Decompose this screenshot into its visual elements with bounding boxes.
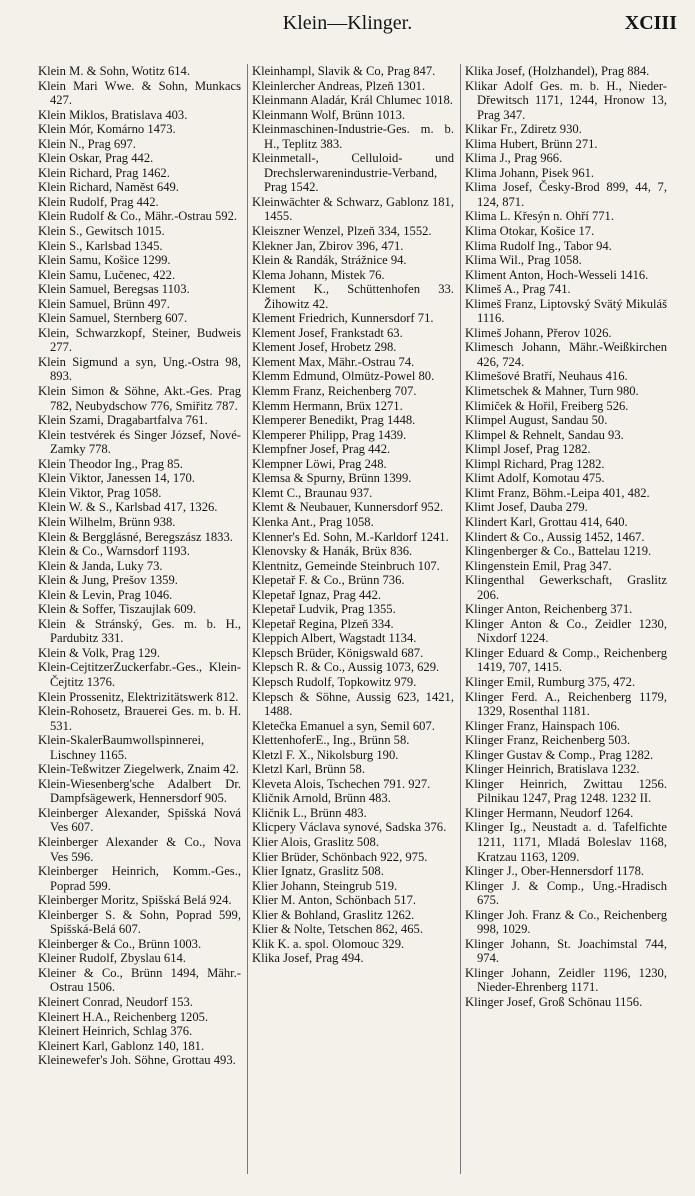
directory-entry: Klepsch Brüder, Königswald 687.	[252, 645, 424, 660]
directory-entry: Klement Josef, Frankstadt 63.	[252, 325, 403, 340]
directory-entry: Klinger Johann, St. Joachimstal 744, 974.	[465, 936, 667, 966]
directory-entry: Kleiner Rudolf, Zbyslau 614.	[38, 951, 186, 966]
directory-entry: Klempfner Josef, Prag 442.	[252, 442, 391, 457]
directory-entry: Klemm Edmund, Olmütz-Powel 80.	[252, 369, 435, 384]
directory-entry: Kleiner & Co., Brünn 1494, Mähr.-Ostrau 1506.	[38, 965, 241, 995]
directory-entry: Kleinberger Alexander & Co., Nova Ves 596.	[38, 834, 241, 864]
directory-entry: Kleinlercher Andreas, Plzeň 1301.	[252, 78, 426, 93]
directory-entry: Klinger Franz, Hainspach 106.	[465, 718, 620, 733]
directory-entry: Kleiszner Wenzel, Plzeň 334, 1552.	[252, 224, 432, 239]
directory-entry: Klimeš Johann, Přerov 1026.	[465, 325, 612, 340]
directory-entry: Klemt & Neubauer, Kunnersdorf 952.	[252, 500, 444, 515]
directory-entry: Klepetař Regina, Plzeň 334.	[252, 616, 394, 631]
column-left	[34, 64, 247, 1174]
directory-entry: Klinger Josef, Groß Schönau 1156.	[465, 995, 643, 1009]
directory-entry: Klimpl Richard, Prag 1282.	[465, 456, 605, 471]
directory-entry: Klentnitz, Gemeinde Steinbruch 107.	[252, 558, 440, 573]
directory-entry: Klinger Franz, Reichenberg 503.	[465, 733, 631, 748]
directory-entry: Klein Mór, Komárno 1473.	[38, 122, 176, 137]
directory-entry: Klier & Nolte, Tetschen 862, 465.	[252, 922, 423, 937]
directory-entry: Klimesch Johann, Mähr.-Weißkirchen 426, 724.	[465, 340, 667, 369]
directory-entry: Kleinert H.A., Reichenberg 1205.	[38, 1009, 209, 1024]
directory-entry: Klein-SkalerBaumwollspinnerei, Lischney 1165.	[38, 733, 205, 762]
directory-entry: Kleinert Karl, Gablonz 140, 181.	[38, 1038, 205, 1053]
directory-entry: Kleinberger Alexander, Spišská Nová Ves 607.	[38, 805, 241, 835]
directory-entry: Klier & Bohland, Graslitz 1262.	[252, 907, 415, 922]
directory-entry: Kleinmann Aladár, Král Chlumec 1018.	[252, 93, 453, 108]
directory-entry: Klika Josef, (Holzhandel), Prag 884.	[465, 64, 650, 78]
directory-entry: Klein Samu, Košice 1299.	[38, 253, 171, 268]
directory-entry: Klimpel August, Sandau 50.	[465, 413, 608, 428]
directory-entry: Klima J., Prag 966.	[465, 151, 563, 166]
directory-entry: Klein Oskar, Prag 442.	[38, 151, 154, 166]
directory-entry: Klier M. Anton, Schönbach 517.	[252, 893, 417, 908]
directory-entry: Klein Mari Wwe. & Sohn, Munkacs 427.	[38, 78, 241, 108]
directory-entry: Kleinmetall-, Celluloid- und Drechslerwarenindustrie-Verband, Prag 1542.	[252, 151, 454, 195]
directory-entry: Kleppich Albert, Wagstadt 1134.	[252, 631, 417, 646]
directory-entry: Klima Wil., Prag 1058.	[465, 253, 582, 268]
directory-entry: Klement K., Schüttenhofen 33. Žihowitz 42.	[252, 282, 454, 311]
directory-entry: Klein Viktor, Janessen 14, 170.	[38, 471, 195, 486]
directory-entry: Klimetschek & Mahner, Turn 980.	[465, 384, 639, 399]
directory-entry: Klindert & Co., Aussig 1452, 1467.	[465, 529, 645, 544]
directory-entry: Klik K. a. spol. Olomouc 329.	[252, 936, 405, 951]
directory-entry: Kletzl Karl, Brünn 58.	[252, 762, 365, 777]
directory-entry: Klinger Gustav & Comp., Prag 1282.	[465, 747, 654, 762]
directory-entry: Klein Miklos, Bratislava 403.	[38, 107, 188, 122]
page-header	[0, 12, 695, 52]
directory-entry: Klein Prossenitz, Elektrizitätswerk 812.	[38, 689, 239, 704]
directory-entry: Kleinwächter & Schwarz, Gablonz 181, 1455.	[252, 194, 454, 224]
directory-entry: Klingenberger & Co., Battelau 1219.	[465, 544, 652, 559]
directory-entry: Klepsch & Söhne, Aussig 623, 1421, 1488.	[252, 689, 454, 719]
directory-entry: Klein Simon & Söhne, Akt.-Ges. Prag 782, Neubydschow 776, Smiřitz 787.	[38, 384, 241, 413]
directory-entry: Klein Rudolf & Co., Mähr.-Ostrau 592.	[38, 209, 238, 224]
directory-entry: Klein S., Karlsbad 1345.	[38, 238, 163, 253]
directory-entry: Klepetař Ignaz, Prag 442.	[252, 587, 382, 602]
directory-entry: Kleinmann Wolf, Brünn 1013.	[252, 107, 406, 122]
directory-entry: Klein & Janda, Luky 73.	[38, 558, 163, 573]
directory-entry: Klempner Löwi, Prag 248.	[252, 456, 387, 471]
directory-entry: Klein & Co., Warnsdorf 1193.	[38, 544, 190, 559]
directory-entry: Klemm Hermann, Brüx 1271.	[252, 398, 403, 413]
directory-entry: Klein Richard, Prag 1462.	[38, 165, 170, 180]
directory-entry: Klikar Adolf Ges. m. b. H., Nieder-Dřewitsch 1171, 1244, Hronow 13, Prag 347.	[465, 78, 667, 122]
directory-entry: Klement Josef, Hrobetz 298.	[252, 340, 397, 355]
directory-entry: Klenner's Ed. Sohn, M.-Karldorf 1241.	[252, 529, 449, 544]
directory-entry: Klein & Bergglásné, Beregszász 1833.	[38, 529, 233, 544]
directory-entry: Klein testvérek és Singer József, Nové-Zamky 778.	[38, 427, 241, 457]
directory-entry: Klement Max, Mähr.-Ostrau 74.	[252, 354, 415, 369]
directory-entry: Klier Brüder, Schönbach 922, 975.	[252, 849, 428, 864]
directory-entry: Klein-Teßwitzer Ziegelwerk, Znaim 42.	[38, 762, 239, 777]
directory-entry: Klima Hubert, Brünn 271.	[465, 136, 598, 151]
directory-entry: Klicpery Václava synové, Sadska 376.	[252, 820, 447, 835]
directory-entry: Klepetař F. & Co., Brünn 736.	[252, 573, 405, 588]
directory-entry: Klinger Anton & Co., Zeidler 1230, Nixdorf 1224.	[465, 616, 667, 646]
directory-entry: Klein S., Gewitsch 1015.	[38, 224, 165, 239]
directory-entry: Klinger Joh. Franz & Co., Reichenberg 998, 1029.	[465, 907, 667, 937]
directory-entry: Klinger Anton, Reichenberg 371.	[465, 602, 633, 617]
directory-entry: Klingenthal Gewerkschaft, Graslitz 206.	[465, 573, 667, 602]
directory-entry: Klein Szami, Dragabartfalva 761.	[38, 413, 208, 428]
directory-entry: Klinger Emil, Rumburg 375, 472.	[465, 674, 636, 689]
directory-entry: Klindert Karl, Grottau 414, 640.	[465, 514, 628, 529]
directory-entry: Klima Otokar, Košice 17.	[465, 224, 595, 239]
directory-entry: Kličnik L., Brünn 483.	[252, 805, 367, 820]
directory-entry: Klimt Josef, Dauba 279.	[465, 500, 588, 515]
directory-entry: Klein M. & Sohn, Wotitz 614.	[38, 64, 190, 78]
directory-entry: Klimpel & Rehnelt, Sandau 93.	[465, 427, 624, 442]
directory-entry: KlettenhoferE., Ing., Brünn 58.	[252, 733, 410, 748]
directory-entry: Klika Josef, Prag 494.	[252, 951, 364, 966]
directory-entry: Klima Rudolf Ing., Tabor 94.	[465, 238, 612, 253]
directory-entry: Kleinewefer's Joh. Söhne, Grottau 493.	[38, 1053, 236, 1068]
directory-entry: Kleinhampl, Slavik & Co, Prag 847.	[252, 64, 436, 78]
directory-entry: Klepsch R. & Co., Aussig 1073, 629.	[252, 660, 440, 675]
directory-entry: Klinger Eduard & Comp., Reichenberg 1419, 707, 1415.	[465, 645, 667, 675]
directory-entry: Klier Alois, Graslitz 508.	[252, 834, 379, 849]
directory-entry: Klein Samuel, Brünn 497.	[38, 296, 170, 311]
directory-entry: Klima Johann, Pisek 961.	[465, 165, 595, 180]
directory-entry: Klein-Wiesenberg'sche Adalbert Dr. Dampfsägewerk, Hennersdorf 905.	[38, 776, 241, 806]
directory-entry: Klinger J. & Comp., Ung.-Hradisch 675.	[465, 878, 667, 908]
directory-entry: Klein, Schwarzkopf, Steiner, Budweis 277.	[38, 325, 241, 355]
directory-entry: Klima Josef, Česky-Brod 899, 44, 7, 124, 871.	[465, 180, 667, 209]
page-title: Klein—Klinger.	[282, 12, 413, 34]
directory-entry: Klein-Rohosetz, Brauerei Ges. m. b. H. 531.	[38, 704, 241, 733]
directory-entry: Klingenstein Emil, Prag 347.	[465, 558, 612, 573]
directory-entry: Klinger J., Ober-Hennersdorf 1178.	[465, 864, 645, 879]
directory-entry: Klein Sigmund a syn, Ung.-Ostra 98, 893.	[38, 354, 241, 384]
directory-entry: Klein N., Prag 697.	[38, 136, 136, 151]
page-number: XCIII	[624, 12, 677, 34]
directory-entry: Kletečka Emanuel a syn, Semil 607.	[252, 718, 435, 733]
directory-entry: Klinger Ferd. A., Reichenberg 1179, 1329, Rosenthal 1181.	[465, 689, 667, 719]
directory-entry: Klimiček & Hořil, Freiberg 526.	[465, 398, 629, 413]
directory-entry: Klein Samu, Lučenec, 422.	[38, 267, 176, 282]
directory-entry: Klein Richard, Naměst 649.	[38, 180, 179, 195]
directory-entry: Kličnik Arnold, Brünn 483.	[252, 791, 391, 806]
directory-entry: Klein Samuel, Beregsas 1103.	[38, 282, 190, 297]
directory-entry: Klimt Adolf, Komotau 475.	[465, 471, 605, 486]
directory-entry: Klinger Hermann, Neudorf 1264.	[465, 805, 634, 820]
directory-entry: Klemm Franz, Reichenberg 707.	[252, 384, 417, 399]
directory-entry: Klein & Levin, Prag 1046.	[38, 587, 173, 602]
directory-entry: Klenka Ant., Prag 1058.	[252, 514, 374, 529]
directory-entry: Klimešové Bratří, Neuhaus 416.	[465, 369, 628, 384]
directory-entry: Klemt C., Braunau 937.	[252, 485, 373, 500]
directory-entry: Klinger Heinrich, Bratislava 1232.	[465, 762, 640, 777]
directory-entry: Klemsa & Spurny, Brünn 1399.	[252, 471, 412, 486]
directory-entry: Klein & Stránský, Ges. m. b. H., Pardubitz 331.	[38, 616, 241, 646]
directory-entry: Klemperer Benedikt, Prag 1448.	[252, 413, 416, 428]
directory-entry: Klemperer Philipp, Prag 1439.	[252, 427, 407, 442]
directory-entry: Klein & Soffer, Tiszaujlak 609.	[38, 602, 197, 617]
directory-entry: Klekner Jan, Zbirov 396, 471.	[252, 238, 404, 253]
directory-entry: Klein Theodor Ing., Prag 85.	[38, 456, 183, 471]
directory-entry: Kleinberger S. & Sohn, Poprad 599, Spišská-Belá 607.	[38, 907, 241, 937]
directory-entry: Klier Johann, Steingrub 519.	[252, 878, 398, 893]
column-right	[460, 64, 673, 1174]
directory-entry: Klenovsky & Hanák, Brüx 836.	[252, 544, 413, 559]
directory-entry: Klimeš Franz, Liptovský Svätý Mikuláš 1116.	[465, 296, 667, 326]
directory-entry: Kleveta Alois, Tschechen 791. 927.	[252, 776, 431, 791]
directory-entry: Klikar Fr., Zdiretz 930.	[465, 122, 582, 137]
directory-entry: Klepetař Ludvik, Prag 1355.	[252, 602, 396, 617]
directory-entry: Klinger Heinrich, Zwittau 1256. Pilnikau 1247, Prag 1248. 1232 II.	[465, 776, 667, 806]
directory-entry: Klein W. & S., Karlsbad 417, 1326.	[38, 500, 218, 515]
directory-entry: Klinger Ig., Neustadt a. d. Tafelfichte 1211, 1171, Mladá Boleslav 1168, Kratzau 1163, 1209.	[465, 820, 667, 864]
directory-entry: Klima L. Křesýn n. Ohří 771.	[465, 209, 615, 224]
directory-entry: Kliment Anton, Hoch-Wesseli 1416.	[465, 267, 649, 282]
column-middle	[247, 64, 460, 1174]
directory-entry: Klein Rudolf, Prag 442.	[38, 194, 159, 209]
directory-entry: Klement Friedrich, Kunnersdorf 71.	[252, 311, 434, 326]
directory-entry: Klema Johann, Mistek 76.	[252, 267, 385, 282]
directory-entry: Klein Wilhelm, Brünn 938.	[38, 514, 176, 529]
directory-entry: Klein & Jung, Prešov 1359.	[38, 573, 178, 588]
directory-entry: Kleinert Conrad, Neudorf 153.	[38, 995, 193, 1009]
directory-entry: Kleinberger Moritz, Spišská Belá 924.	[38, 893, 232, 908]
directory-entry: Klimeš A., Prag 741.	[465, 282, 571, 297]
directory-entry: Klein Samuel, Sternberg 607.	[38, 311, 188, 326]
directory-entry: Kletzl F. X., Nikolsburg 190.	[252, 747, 399, 762]
directory-entry: Klein-CejtitzerZuckerfabr.-Ges., Klein-Čejtitz 1376.	[38, 660, 241, 689]
directory-entry: Klimt Franz, Böhm.-Leipa 401, 482.	[465, 485, 650, 500]
directory-entry: Klein & Randák, Strážnice 94.	[252, 253, 407, 268]
directory-entry: Kleinert Heinrich, Schlag 376.	[38, 1024, 193, 1039]
directory-entry: Klimpl Josef, Prag 1282.	[465, 442, 591, 457]
directory-entry: Klinger Johann, Zeidler 1196, 1230, Nieder-Ehrenberg 1171.	[465, 965, 667, 995]
directory-entry: Kleinmaschinen-Industrie-Ges. m. b. H., Teplitz 383.	[252, 122, 454, 151]
directory-entry: Klepsch Rudolf, Topkowitz 979.	[252, 674, 417, 689]
directory-entry: Kleinberger Heinrich, Komm.-Ges., Poprad 599.	[38, 864, 241, 893]
directory-entry: Klein & Volk, Prag 129.	[38, 645, 160, 660]
directory-entry: Kleinberger & Co., Brünn 1003.	[38, 936, 202, 951]
directory-entry: Klein Viktor, Prag 1058.	[38, 485, 162, 500]
directory-columns	[34, 64, 676, 1174]
directory-entry: Klier Ignatz, Graslitz 508.	[252, 864, 384, 879]
